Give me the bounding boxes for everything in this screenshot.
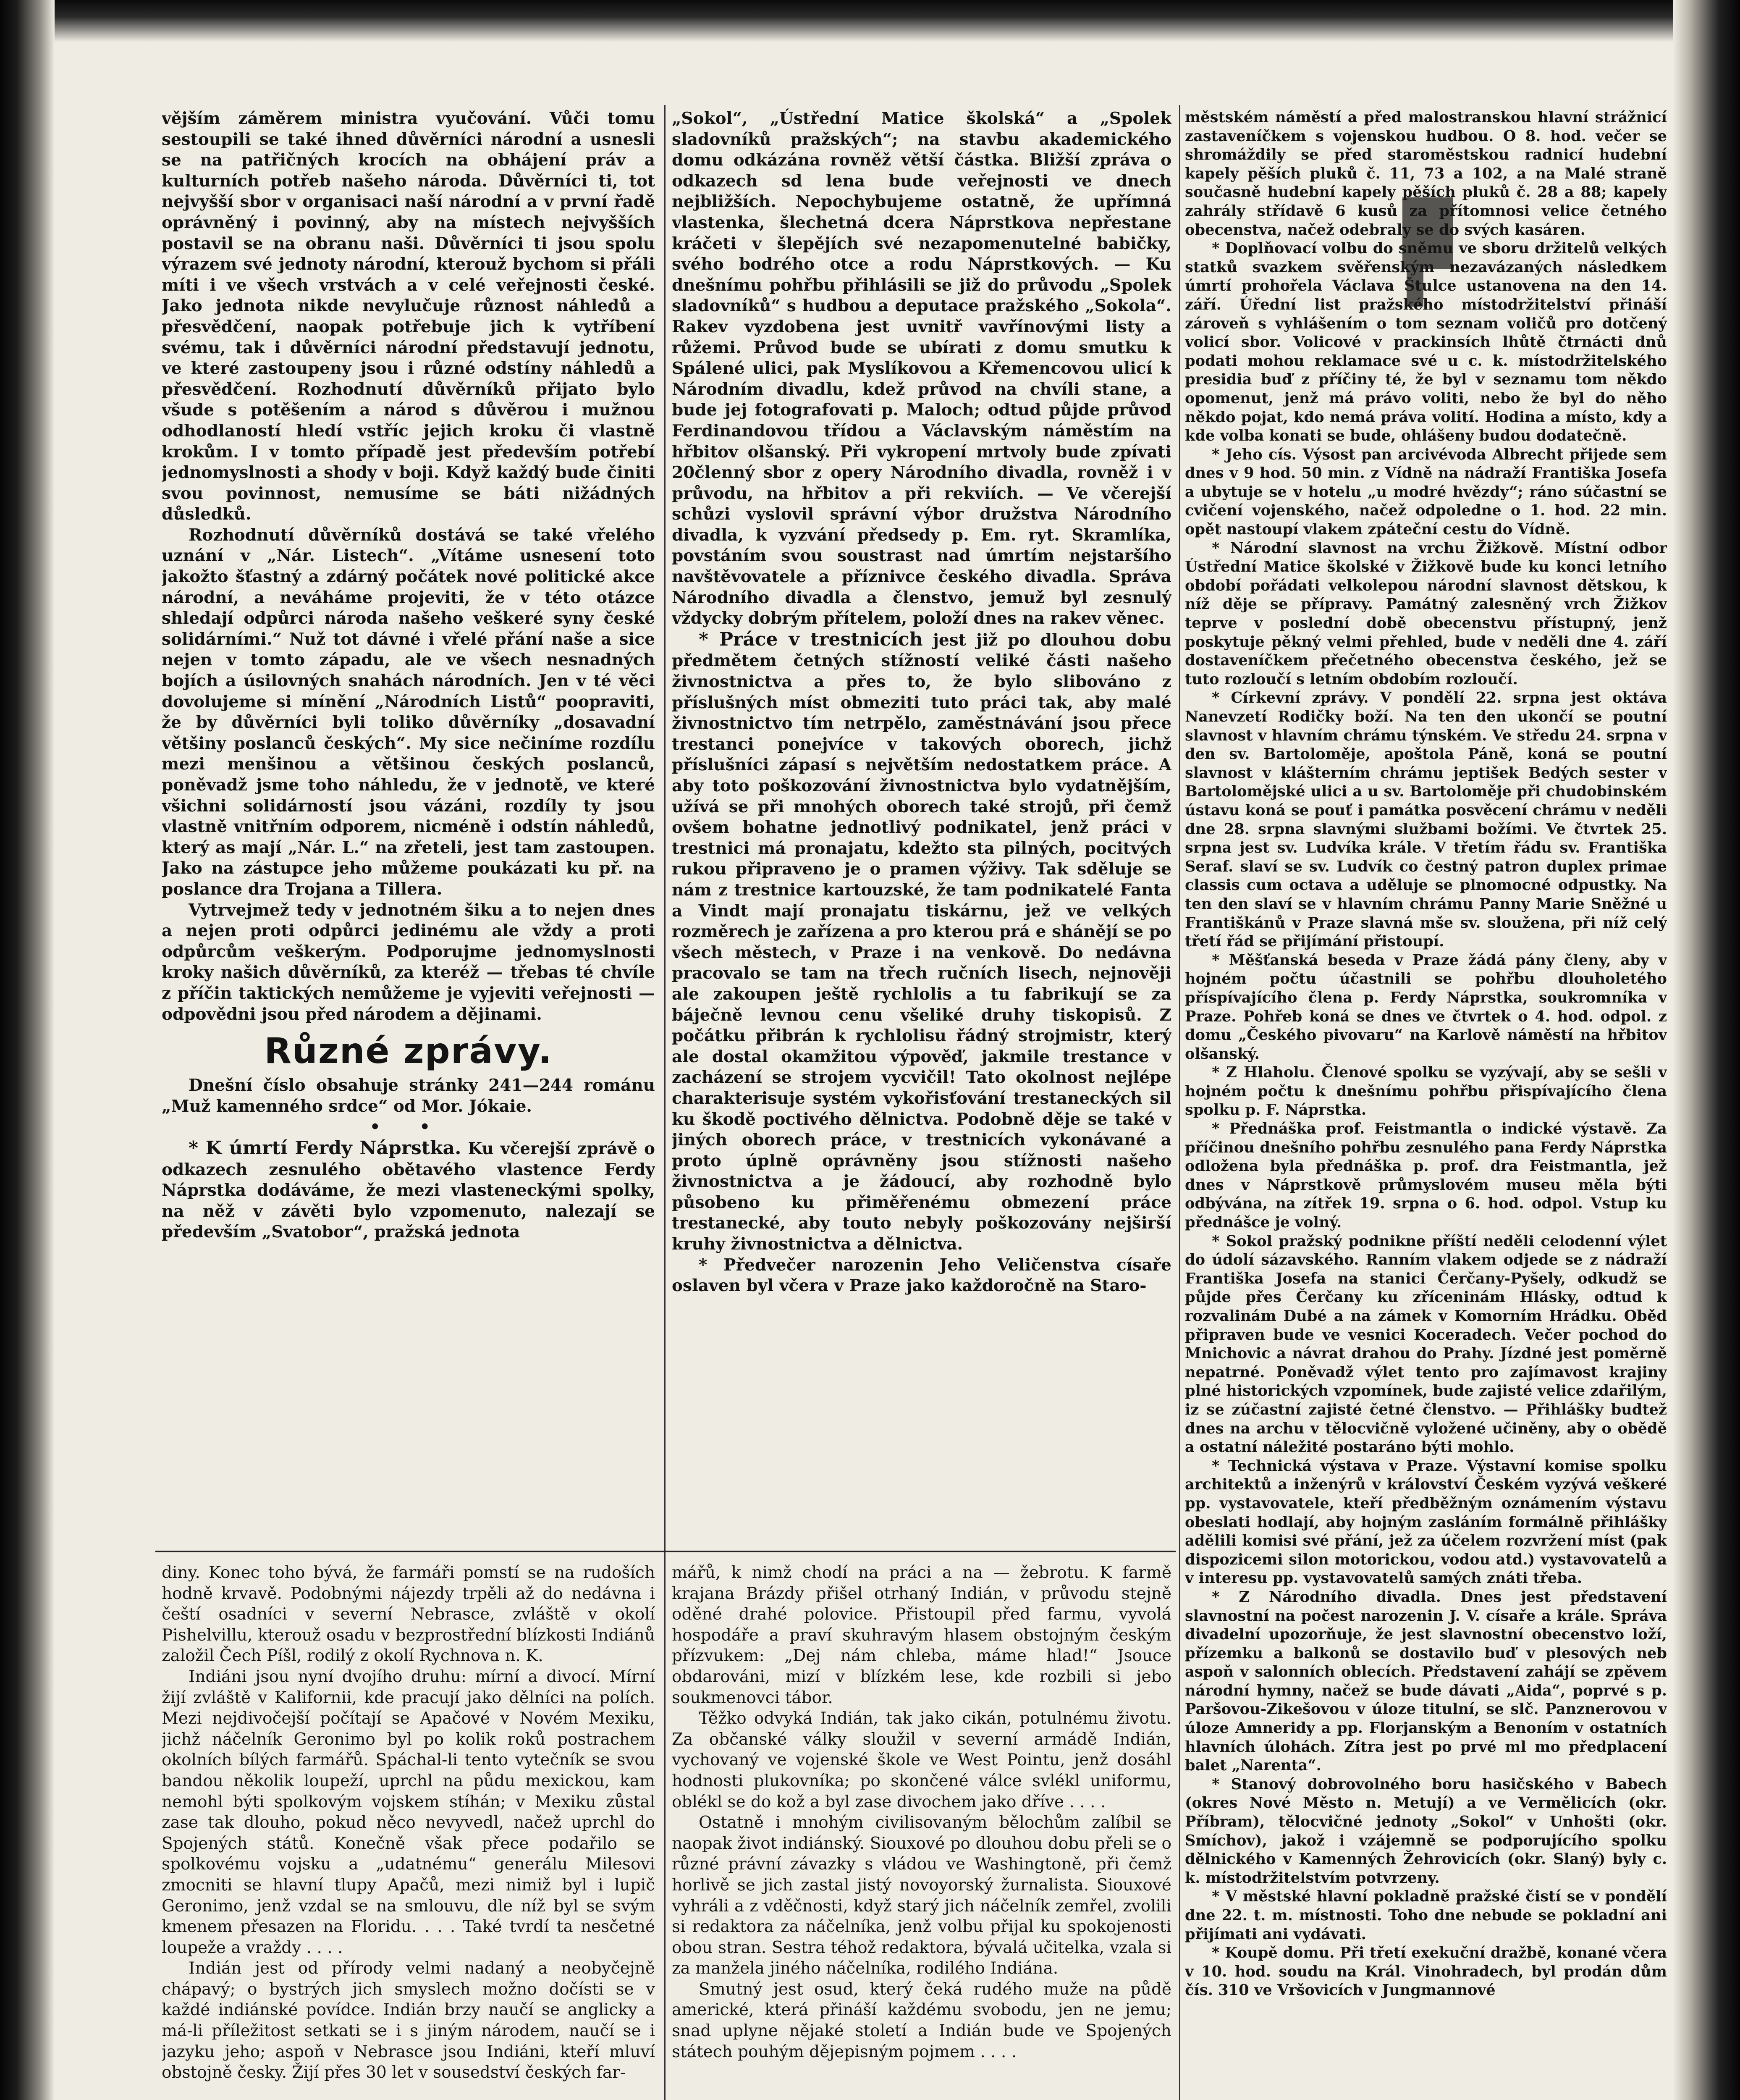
section-heading: Různé zprávy. <box>264 1030 553 1072</box>
ornament-dots: • • <box>369 1117 447 1137</box>
news-item: * Měšťanská beseda v Praze žádá pány členy, aby v hojném počtu účastnili se pohřbu dlouholetého příspívajícího člena p. Ferdy Náprstka, soukromníka v Praze. Pohřeb koná se dnes ve čtvrtek o 4. hod. odpol. z domu „Českého pivovaru“ na Karlově náměstí na hřbitov olšanský. <box>1185 951 1667 1063</box>
feuilleton-paragraph: mářů, k nimž chodí na práci a na — žebrotu. K farmě krajana Brázdy přišel otrhaný Indián, v průvodu stejně oděné drahé polovice. Přistoupil před farmu, vyvolá hospodáře a praví skuhravým hlasem obstojným českým přízvukem: „Dej nám chleba, máme hlad!“ Jsouce obdarováni, mizí v blízkém lese, kde rozbili si jebo soukmenovci tábor. <box>672 1563 1171 1707</box>
news-item: * Z Národního divadla. Dnes jest představení slavnostní na počest narozenin J. V. císaře a krále. Správa divadelní upozorňuje, že jest slavnostní obecenstvo loží, přízemku a balkonů se dostavilo buď v plesových neb aspoň v salonních oblecích. Představení zahájí se zpěvem národní hymny, načež se bude dávati „Aida“, poprvé s p. Paršovou-Zikešovou v úloze titulní, se slč. Panznerovou v úloze Amneridy a pp. Florjanským a Benoním v ostatních hlavních úlohách. Zítra jest po prvé ml mo předplacení balet „Narenta“. <box>1185 1588 1667 1774</box>
column-top-middle <box>672 108 1171 1545</box>
news-item: * Stanový dobrovolného boru hasičského v Babech (okres Nové Město n. Metují) a ve Vermělicích (okr. Příbram), tělocvičné jednoty „Sokol“ v Unhošti (okr. Smíchov), jakož i vzájemně se podporujícího spolku dělnického v Kamenných Žehrovicích (okr. Slaný) byly c. k. místodržitelstvím potvrzeny. <box>1185 1775 1667 1887</box>
news-item: městském náměstí a před malostranskou hlavní strážnicí zastaveníčkem s vojenskou hudbou. O 8. hod. večer se shromáždily se před staroměstskou radnicí hudební kapely pěších pluků č. 11, 73 a 102, a na Malé straně současně hudební kapely pěších pluků č. 28 a 88; kapely zahrály střídavě 6 kusů za přítomnosi velice četného obecenstva, načež odebraly se do svých kasáren. <box>1185 109 1667 239</box>
article-paragraph: „Sokol“, „Ústřední Matice školská“ a „Spolek sladovníků pražských“; na stavbu akademického domu odkázána rovněž větší částka. Bližší zpráva o odkazech sd lena bude veřejnosti ve dnech nejbližších. Nepochybujeme ostatně, že upřímná vlastenka, šlechetná dcera Náprstkova nepřestane kráčeti v šlepějích své nezapomenutelné babičky, svého bodrého otce a rodu Náprstkových. — Ku dnešnímu pohřbu přihlásili se již do průvodu „Spolek sladovníků“ s hudbou a deputace pražského „Sokola“. Rakev vyzdobena jest uvnitř vavřínovými listy a růžemi. Průvod bude se ubírati z domu smutku k Spálené ulici, pak Myslíkovou a Křemencovou ulicí k Národním divadlu, kdež průvod na chvíli stane, a bude jej fotografovati p. Maloch; odtud půjde průvod Ferdinandovou třídou a Václavským náměstím na hřbitov olšanský. Při vykropení mrtvoly bude zpívati 20členný sbor z opery Národního divadla, rovněž i v průvodu, na hřbitov a při rekviích. — Ve včerejší schůzi vyslovil správní výbor družstva Národního divadla, k vyzvání předsedy p. Em. ryt. Skramlíka, povstáním svou soustrast nad úmrtím nejstaršího navštěvovatele a příznivce českého divadla. Správa Národního divadla a členstvo, jemuž byl zesnulý vždycky dobrým přítelem, položí dnes na rakev věnec. <box>672 109 1171 628</box>
article-paragraph: vějším záměrem ministra vyučování. Vůči tomu sestoupili se také ihned důvěrníci národní a usnesli se na patřičných krocích na obhájení práv a kulturních potřeb našeho národa. Důvěrníci ti, tot nejvyšší sbor v organisaci naší národní a v první řadě oprávněný i povinný, aby na místech nejvyšších postavil se na obranu naši. Důvěrníci ti jsou spolu výrazem své jednoty národní, kterouž bychom si přáli míti i ve všech vrstvách a v celé veřejnosti české. Jako jednota nikde nevylučuje různost náhledů a přesvědčení, naopak potřebuje jich k vytříbení svému, tak i důvěrníci národní představují jednotu, ve které zastoupeny jsou i různé odstíny náhledů a přesvědčení. Rozhodnutí důvěrníků přijato bylo všude s potěšením a národ s důvěrou i mužnou odhodlaností hledí vstříc jejich kroku či vlastně krokům. I v tomto případě jest především potřebí jednomyslnosti a shody v boji. Když každý bude činiti svou povinnost, nemusíme se báti nižádných důsledků. <box>162 109 655 524</box>
column-bottom-middle <box>672 1562 1171 2100</box>
feuilleton-paragraph: Ostatně i mnohým civilisovaným bělochům zalíbil se naopak život indiánský. Siouxové po dlouhou dobu přeli se o různé právní závazky s vládou ve Washingtoně, při čemž horlivě se jich zastal jistý novoyorský žurnalista. Siouxové vyhráli a z vděčnosti, když starý jich náčelník zemřel, zvolili si redaktora za náčelníka, jenž volbu přijal ku spokojenosti obou stran. Sestra téhož redaktora, bývalá učitelka, vzala si za manžela jiného náčelníka, rodilého Indiána. <box>672 1813 1171 1978</box>
feuilleton-paragraph: Smutný jest osud, který čeká rudého muže na půdě americké, která přináší každému svobodu, jen ne jemu; snad uplyne nějaké století a Indián bude ve Spojených státech pouhým dějepisným pojmem . . . . <box>672 1979 1171 2061</box>
news-item: * Technická výstava v Praze. Výstavní komise spolku architektů a inženýrů v království Českém vyzývá veškeré pp. vystavovatele, kteří předběžným oznámením výstavu obeslati hodlají, aby hojným zasláním formálně přihlášky adělili komisi své přání, jež za účelem rozvržení míst (pak dispozicemi silon motorickou, vodou atd.) vystavovatelů a v interesu pp. vystavovatelů samých znáti třeba. <box>1185 1457 1667 1587</box>
column-divider <box>664 105 666 2100</box>
column-bottom-left <box>162 1562 655 2100</box>
feuilleton-paragraph: diny. Konec toho bývá, že farmáři pomstí se na rudoších hodně krvavě. Podobnými nájezdy trpěli až do nedávna i čeští osadníci v severní Nebrasce, zvláště v okolí Pishelvillu, kterouž osadu v bezprostřední blízkosti Indiánů založil Čech Píšl, rodilý z okolí Rychnova n. K. <box>162 1563 655 1666</box>
news-item: * Doplňovací volbu do sněmu ve sboru držitelů velkých statků svazkem svěřenským nezavázaných následkem úmrtí prohořela Václava Štulce ustanovena na den 14. září. Úřední list pražského místodržitelství přináší zároveň s vyhlášením o tom seznam voličů pro dotčený volicí sbor. Volicové v prackinsích lhůtě čtrnácti dnů podati mohou reklamace své u c. k. místodržitelského presidia buď z příčiny té, že byl v seznamu tom někdo opomenut, jenž má právo voliti, nebo že byl do něho někdo pojat, kdo nemá práva volití. Hodina a místo, kdy a kde volba konati se bude, ohlášeny budou dodatečně. <box>1185 240 1667 445</box>
news-item: * Jeho cís. Výsost pan arcivévoda Albrecht přijede sem dnes v 9 hod. 50 min. z Vídně na nádraží Františka Josefa a ubytuje se v hotelu „u modré hvězdy“; ráno súčastní se cvičení vojenského, načež odpoledne o 1. hod. 22 min. opět nastoupí vlakem zpáteční cestu do Vídně. <box>1185 446 1667 538</box>
news-item: * Z Hlaholu. Členové spolku se vyzývají, aby se sešli v hojném počtu k dnešnímu pohřbu přispívajícího člena spolku p. F. Náprstka. <box>1185 1064 1667 1119</box>
news-item: * Přednáška prof. Feistmantla o indické výstavě. Za příčinou dnešního pohřbu zesnulého pana Ferdy Náprstka odložena byla přednáška p. prof. dra Feistmantla, jež dnes v Náprstkově průmyslovém museu měla býti odbývána, na zítřek 19. srpna o 6. hod. odpol. Vstup ku přednášce je volný. <box>1185 1120 1667 1231</box>
scan-border-right <box>1673 0 1740 2100</box>
feuilleton-paragraph: Indiáni jsou nyní dvojího druhu: mírní a divocí. Mírní žijí zvláště v Kalifornii, kde pracují jako dělníci na polích. Mezi nejdivočejší počítají se Apačové v Novém Mexiku, jichž náčelník Geronimo byl po kolik roků postrachem okolních bílých farmářů. Spáchal-li tento vytečník se svou bandou několik loupeží, uprchl na půdu mexickou, kam nemohl býti spolkovým vojskem stíhán; v Mexiku zůstal zase tak dlouho, pokud něco nevyvedl, načež uprchl do Spojených států. Konečně však přece podařilo se spolkovému vojsku a „udatnému“ generálu Milesovi zmocniti se hlavní tlupy Apačů, mezi nimiž byl i lupič Geronimo, jenž vzdal se na smlouvu, dle níž byl se svým kmenem přesazen na Floridu. . . . Také tvrdí ta nesčetné loupeže a vraždy . . . . <box>162 1667 655 1957</box>
news-text: Ku včerejší zprávě o odkazech zesnulého obětavého vlastence Ferdy Náprstka dodáváme, že mezi vlasteneckými spolky, na něž v závěti bylo vzpomenuto, nalezají se především „Svatobor“, pražská jednota <box>162 1139 655 1242</box>
article-paragraph: Vytrvejmež tedy v jednotném šiku a to nejen dnes a nejen proti odpůrci jedinému ale vždy a proti odpůrcům veškerým. Podporujme jednomyslnosti kroky našich důvěrníků, za kteréž — třebas té chvíle z příčin taktických nemůžeme je vyjeviti veřejnosti — odpovědni jsou před národem a dějinami. <box>162 900 655 1024</box>
news-text: jest již po dlouhou dobu předmětem četných stížností veliké části našeho živnostnictva a přes to, že bylo slibováno z příslušných míst obmeziti tuto práci tak, aby malé živnostnictvo tím netrpělo, zaměstnávání jsou přece trestanci ponejvíce v takových oborech, jichž příslušníci zápasí s největším nedostatkem práce. A aby toto poškozování živnostnictva bylo vydatnějším, užívá se při mnohých oborech také strojů, při čemž ovšem bohatne jednotlivý podnikatel, jenž práci v trestnici má pronajatu, kdežto sta pilných, pocitvých rukou připraveno je o pramen výživy. Tak sděluje se nám z trestnice kartouzské, že tam podnikatelé Fanta a Vindt mají pronajatu tiskárnu, jež ve velkých rozměrech je zařízena a pro kterou prá e shánějí se po všech městech, v Praze i na venkově. Do nedávna pracovalo se tam na třech ručních lisech, nejnověji ale zakoupen ještě rychlolis a tu fabrikují se za báječně levnou cenu všeliké druhy tiskopisů. Z počátku přibrán k rychlolisu řádný strojmistr, který ale dostal okamžitou výpověď, jakmile trestance v zacházení se strojem vycvičil! Tato okolnost nejlépe charakterisuje systém vykořisťování trestaneckých sil ku škodě poctivého dělnictva. Podobně děje se také v jiných oborech práce, v trestnicích vykonávané a proto úplně oprávněny jsou stížnosti našeho živnostnictva a je žádoucí, aby rozhodně bylo působeno ku přiměřenému obmezení práce trestanecké, aby touto nebyly poškozovány nejširší kruhy živnostnictva a dělnictva. <box>672 630 1171 1254</box>
scan-border-left <box>0 0 55 2100</box>
news-item: * Předvečer narozenin Jeho Veličenstva císaře oslaven byl včera v Praze jako každoročně na Staro- <box>672 1255 1171 1296</box>
section-rule <box>155 1551 1176 1552</box>
column-right <box>1185 108 1667 2100</box>
column-divider <box>1179 105 1180 2100</box>
notice-intro: Dnešní číslo obsahuje stránky 241—244 románu „Muž kamenného srdce“ od Mor. Jókaie. <box>162 1076 655 1116</box>
column-top-left <box>162 108 655 1545</box>
news-item: * Církevní zprávy. V pondělí 22. srpna jest oktáva Nanevzetí Rodičky boží. Na ten den ukončí se poutní slavnost v hlavním chrámu týnském. Ve středu 24. srpna v den sv. Bartoloměje, apoštola Páně, koná se poutní slavnost v klášterním chrámu jeptišek Bedých sester v Bartolomějské ulici a u sv. Bartoloměje při chudobinském ústavu koná se pouť i památka posvěcení chrámu v neděli dne 28. srpna slavnými službami božími. Ve čtvrtek 25. srpna jest sv. Ludvíka krále. V třetím řádu sv. Františka Seraf. slaví se sv. Ludvík co čestný patron duplex primae classis cum octava a uděluje se plnomocné odpustky. Na ten den slaví se v hlavním chrámu Panny Marie Sněžné u Františkánů v Praze slavná mše sv. sloužena, při níž celý třetí řád se přijímání přistoupí. <box>1185 689 1667 950</box>
scan-border-top <box>0 0 1740 42</box>
news-title: * Práce v trestnicích <box>699 628 923 650</box>
feuilleton-paragraph: Indián jest od přírody velmi nadaný a neobyčejně chápavý; o bystrých jich smyslech možno dočísti se v každé indiánské povídce. Indián brzy naučí se anglicky a má-li příležitost setkati se i s jiným národem, naučí se i jazyku jeho; aspoň v Nebrasce jsou Indiáni, kteří mluví obstojně česky. Žijí přes 30 let v sousedství českých far- <box>162 1959 655 2082</box>
news-title: * K úmrtí Ferdy Náprstka. <box>189 1137 461 1159</box>
news-item: * V městské hlavní pokladně pražské čistí se v pondělí dne 22. t. m. místnosti. Toho dne nebude se pokladní ani přijímati ani vydávati. <box>1185 1888 1667 1943</box>
feuilleton-paragraph: Těžko odvyká Indián, tak jako cikán, potulnému životu. Za občanské války sloužil v severní armádě Indián, vychovaný ve vojenské škole ve West Pointu, jenž dosáhl hodnosti plukovníka; po skončené válce svlékl uniformu, oblékl se do kož a byl zase divochem jako dříve . . . . <box>672 1709 1171 1811</box>
news-item: * Sokol pražský podnikne příští neděli celodenní výlet do údolí sázavského. Ranním vlakem odjede se z nádraží Františka Josefa na stanici Čerčany-Pyšely, odkudž se půjde přes Čerčany ku zříceninám Hlásky, odtud k rozvalinám Dubé a na zámek v Komorním Hrádku. Oběd připraven bude ve vesnici Koceradech. Večer pochod do Mnichovic a návrat drahou do Prahy. Jízdné jest poměrně nepatrné. Poněvadž výlet tento pro zajímavost krajiny plné historických vzpomínek, bude zajisté velice zdařilým, iz se zúčastní zajisté četné členstvo. — Přihlášky budtež dnes na archu v tělocvičně vyložené učiněny, aby o obědě a ostatní náležité postaráno býti mohlo. <box>1185 1232 1667 1456</box>
news-item: * Koupě domu. Při třetí exekuční dražbě, konané včera v 10. hod. soudu na Král. Vinohradech, byl prodán dům čís. 310 ve Vršovicích v Jungmannové <box>1185 1944 1667 1999</box>
news-item: * Národní slavnost na vrchu Žižkově. Místní odbor Ústřední Matice školské v Žižkově bude ku konci letního období pořádati velkolepou národní slavnost dětskou, k níž děje se přípravy. Památný zalesněný vrch Žižkov teprve v poslední době obecenstvu přístupný, jenž poskytuje pěkný velmi přehled, bude v neděli dne 4. září dostaveníčkem přečetného obecenstva českého, jež se tuto rozloučí s letním obdobím rozloučí. <box>1185 539 1667 688</box>
article-paragraph: Rozhodnutí důvěrníků dostává se také vřelého uznání v „Nár. Listech“. „Vítáme usnesení toto jakožto šťastný a zdárný počátek nové politické akce národní, a neváháme projeviti, že v této otázce shledají odpůrci národa našeho veškeré syny české solidárními.“ Nuž tot dávné i vřelé přání naše a sice nejen v tomto západu, ale ve všech nesnadných bojích a úsilovných snahách národních. Jen v té věci dovolujeme si mínění „Národních Listů“ poopraviti, že by důvěrníci byli toliko důvěrníky „dosavadní většiny poslanců českých“. My sice nečiníme rozdílu mezi menšinou a většinou českých poslanců, poněvadž jsme toho náhledu, že v jednotě, ve které všichni solidárností jsou vázáni, rozdíly ty jsou vlastně vnitřním odporem, nicméně i odstín náhledů, který as mají „Nár. L.“ na zřeteli, jest tam zastoupen. Jako na zástupce jeho můžeme poukázati ku př. na poslance dra Trojana a Tillera. <box>162 525 655 899</box>
